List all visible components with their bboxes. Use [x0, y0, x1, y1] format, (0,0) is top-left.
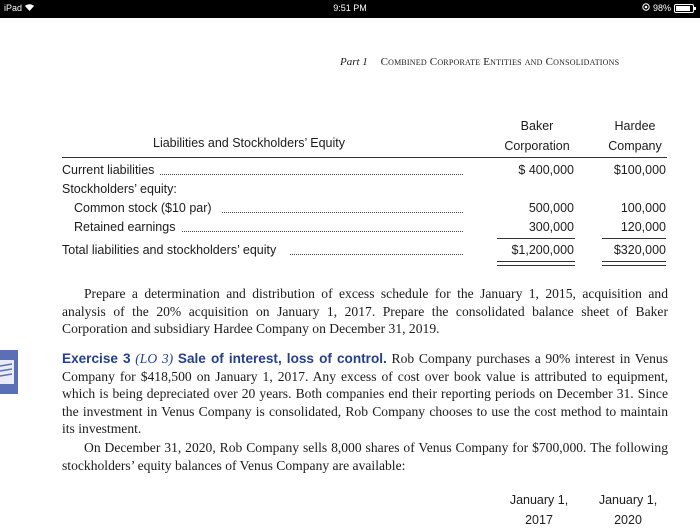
device-name: iPad	[4, 3, 23, 13]
battery-percent: 98%	[652, 3, 671, 13]
exercise-paragraph	[62, 350, 668, 438]
total-double-rule-baker	[497, 261, 575, 266]
column-header-jan-2017: January 1, 2017	[509, 493, 569, 527]
status-bar	[0, 0, 700, 18]
location-icon	[642, 3, 650, 13]
hardee-retained-earnings: 120,000	[620, 220, 666, 234]
column-header-jan-2020: January 1, 2020	[598, 493, 658, 527]
leader-dots	[160, 174, 463, 175]
status-time: 9:51 PM	[333, 3, 367, 13]
column-header-baker: Baker Corporation	[504, 119, 570, 153]
baker-retained-earnings: 300,000	[528, 220, 574, 234]
section-label: Liabilities and Stockholders’ Equity	[153, 136, 346, 150]
row-label-total: Total liabilities and stockholders’ equity	[62, 243, 277, 257]
baker-current-liabilities: $ 400,000	[518, 163, 574, 177]
exercise-paragraph-2: On December 31, 2020, Rob Company sells 8,000 shares of Venus Company for $700,000. The following stockholders’ equity balances of Venus Company are available:	[62, 440, 668, 473]
subtotal-rule-baker	[497, 238, 575, 239]
baker-total: $1,200,000	[511, 243, 574, 257]
exercise-heading: Sale of interest, loss of control.	[177, 351, 387, 366]
row-label-common-stock: Common stock ($10 par)	[74, 201, 212, 215]
row-label-current-liabilities: Current liabilities	[62, 163, 155, 177]
row-label-stockholders-equity: Stockholders’ equity:	[62, 182, 177, 196]
baker-common-stock: 500,000	[528, 201, 574, 215]
exercise-number: Exercise 3	[62, 351, 131, 366]
leader-dots	[290, 254, 463, 255]
hardee-total: $320,000	[613, 243, 666, 257]
part-label: Part 1	[340, 56, 368, 68]
instruction-paragraph: Prepare a determination and distribution of excess schedule for the January 1, 2015, acquisition and analysis of the 20% acquisition on January 1, 2017. Prepare the consolidated balance sheet of Baker Corporation and subsidiary Hardee Company on December 31, 2019.	[62, 286, 668, 337]
row-label-retained-earnings: Retained earnings	[74, 220, 176, 234]
chapter-title: Combined Corporate Entities and Consolidations	[380, 56, 620, 68]
notes-icon[interactable]	[0, 350, 18, 394]
leader-dots	[222, 212, 463, 213]
header-rule	[62, 157, 667, 158]
leader-dots	[182, 231, 463, 232]
hardee-current-liabilities: $100,000	[613, 163, 666, 177]
page-header	[340, 56, 619, 68]
hardee-common-stock: 100,000	[620, 201, 666, 215]
column-header-hardee: Hardee Company	[608, 119, 662, 153]
subtotal-rule-hardee	[602, 238, 666, 239]
battery-icon	[674, 4, 694, 13]
total-double-rule-hardee	[602, 261, 666, 266]
learning-objective: (LO 3)	[135, 351, 174, 366]
status-right	[642, 3, 694, 13]
exercise-body: Rob Company purchases a 90% interest in Venus Company for $418,500 on January 1, 2017. Any excess of cost over book value is attributed to equipment, which is being depreciated over 20 years. Both companies end their reporting periods on December 31. Since the investment in Venus Company is consolidated, Rob Company chooses to use the cost method to maintain its investment.	[62, 351, 668, 437]
